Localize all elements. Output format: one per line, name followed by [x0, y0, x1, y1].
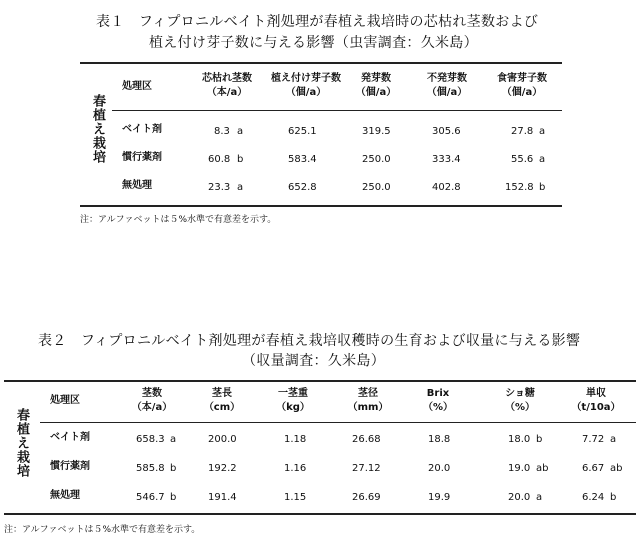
table1-header-col2: 植え付け芽子数 （個/a） [271, 73, 341, 98]
table2-header-col1: 茎数 （本/a） [131, 388, 173, 413]
table1-cell: 250.0 [362, 182, 391, 193]
table2-row-name: ベイト剤 [50, 432, 90, 443]
table2-cell-letter: a [610, 434, 617, 445]
table2-cell: 19.0 [508, 463, 531, 474]
table1-cell: 23.3 [208, 182, 231, 193]
table1-bottom-rule [80, 205, 562, 207]
table2-cell: 7.72 [582, 434, 605, 445]
table2-header-rule [40, 422, 636, 423]
table1-cell: 152.8 [505, 182, 534, 193]
table2-cell: 1.18 [284, 434, 307, 445]
table2-cell-letter: b [170, 463, 177, 474]
table2-cell: 191.4 [208, 492, 237, 503]
table2-header-col4: 茎径 （mm） [347, 388, 389, 413]
table2-cell-letter: a [170, 434, 177, 445]
table2-cell-letter: a [536, 492, 543, 503]
table2-bottom-rule [4, 513, 636, 515]
table2-header-col2: 茎長 （cm） [203, 388, 241, 413]
table2-cell: 19.9 [428, 492, 451, 503]
table2-cell: 18.8 [428, 434, 451, 445]
table1-title-line1: 表１ フィプロニルベイト剤処理が春植え栽培時の芯枯れ茎数および [96, 14, 539, 30]
table2-cell: 585.8 [136, 463, 165, 474]
table1-header-col5: 食害芽子数 （個/a） [497, 73, 547, 98]
table1-cell: 652.8 [288, 182, 317, 193]
table1-cell-letter: a [237, 182, 244, 193]
table1-header-col1: 芯枯れ茎数 （本/a） [202, 73, 252, 98]
table2-cell-letter: ab [610, 463, 623, 474]
table2-note: 注：アルファベットは５%水準で有意差を示す。 [4, 525, 201, 535]
table1-note: 注：アルファベットは５%水準で有意差を示す。 [80, 215, 277, 225]
table2-title-line1: 表２ フィプロニルベイト剤処理が春植え栽培収穫時の生育および収量に与える影響 [38, 333, 581, 349]
table1-top-rule [80, 62, 562, 64]
table1-cell-letter: a [539, 126, 546, 137]
table1-cell: 60.8 [208, 154, 231, 165]
table2-cell: 1.16 [284, 463, 307, 474]
table2-header-name: 処理区 [50, 395, 80, 406]
table1-cell: 305.6 [432, 126, 461, 137]
table2-row-name: 無処理 [50, 490, 80, 501]
table2-cell-letter: b [170, 492, 177, 503]
table1-row-name: 無処理 [122, 180, 152, 191]
table1-cell: 55.6 [511, 154, 534, 165]
table1-title-line2: 植え付け芽子数に与える影響（虫害調査：久米島） [149, 35, 478, 51]
table2-cell: 200.0 [208, 434, 237, 445]
table2-header-col7: 単収 （t/10a） [571, 388, 621, 413]
table2-cell-letter: b [610, 492, 617, 503]
table1-cell: 333.4 [432, 154, 461, 165]
table1-header-col3: 発芽数 （個/a） [355, 73, 397, 98]
table2-header-col5: Brix （%） [422, 388, 454, 413]
table1-cell: 319.5 [362, 126, 391, 137]
table2-cell: 6.24 [582, 492, 605, 503]
table1-row-name: 慣行薬剤 [122, 152, 162, 163]
table2-cell: 658.3 [136, 434, 165, 445]
table1-cell: 27.8 [511, 126, 534, 137]
table1-cell-letter: a [237, 126, 244, 137]
table1-header-name: 処理区 [122, 81, 152, 92]
table2-cell: 26.68 [352, 434, 381, 445]
table2-cell-letter: b [536, 434, 543, 445]
table1-cell-letter: a [539, 154, 546, 165]
table2-cell: 192.2 [208, 463, 237, 474]
table1-cell: 583.4 [288, 154, 317, 165]
table1-cell-letter: b [539, 182, 546, 193]
table2-header-col3: 一茎重 （kg） [276, 388, 310, 413]
table2-header-col6: ショ糖 （%） [504, 388, 536, 413]
table1-group-label: 春植え栽培 [90, 94, 105, 164]
table1-row-name: ベイト剤 [122, 124, 162, 135]
table2-cell-letter: ab [536, 463, 549, 474]
table1-cell: 250.0 [362, 154, 391, 165]
table2-cell: 546.7 [136, 492, 165, 503]
table2-cell: 27.12 [352, 463, 381, 474]
table2-group-label: 春植え栽培 [14, 408, 29, 478]
table1-cell: 625.1 [288, 126, 317, 137]
table2-title-line2: （収量調査：久米島） [242, 353, 385, 369]
table1-cell: 402.8 [432, 182, 461, 193]
table2-cell: 1.15 [284, 492, 307, 503]
table2-cell: 20.0 [428, 463, 451, 474]
table2-cell: 18.0 [508, 434, 531, 445]
table1-header-rule [112, 110, 562, 111]
table1-header-col4: 不発芽数 （個/a） [426, 73, 468, 98]
table1-cell: 8.3 [214, 126, 230, 137]
table1-cell-letter: b [237, 154, 244, 165]
table2-cell: 20.0 [508, 492, 531, 503]
table2-row-name: 慣行薬剤 [50, 461, 90, 472]
table2-top-rule [4, 380, 636, 382]
table2-cell: 6.67 [582, 463, 605, 474]
table2-cell: 26.69 [352, 492, 381, 503]
